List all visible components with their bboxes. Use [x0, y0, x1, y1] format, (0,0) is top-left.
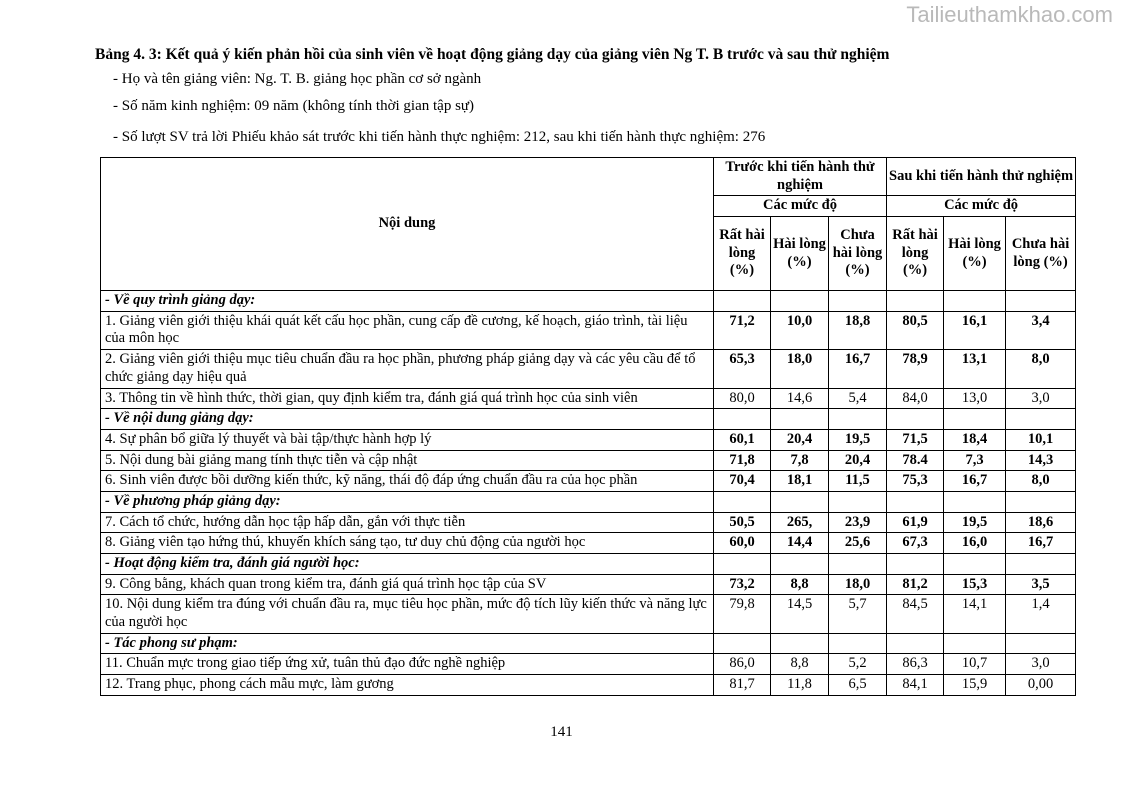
table-row: [101, 574, 1076, 595]
value-cell: 5,2: [829, 654, 887, 675]
value-cell: 11,8: [771, 675, 829, 696]
value-cell: 67,3: [887, 533, 944, 554]
row-label: 2. Giảng viên giới thiệu mục tiêu chuẩn đầu ra học phần, phương pháp giảng dạy và các yêu cầu để tổ chức giảng dạy hiệu quả: [101, 350, 714, 388]
value-cell: 14,5: [771, 595, 829, 633]
header-group-row: [101, 158, 1076, 196]
value-cell: 6,5: [829, 675, 887, 696]
row-label: 12. Trang phục, phong cách mẫu mực, làm gương: [101, 675, 714, 696]
value-cell: [1006, 409, 1076, 430]
value-cell: 18,1: [771, 471, 829, 492]
value-cell: [944, 409, 1006, 430]
row-label: 3. Thông tin về hình thức, thời gian, quy định kiểm tra, đánh giá quá trình học của sinh viên: [101, 388, 714, 409]
value-cell: [944, 554, 1006, 575]
value-cell: 14,3: [1006, 450, 1076, 471]
value-cell: 3,0: [1006, 654, 1076, 675]
value-cell: 81,7: [714, 675, 771, 696]
value-cell: 14,6: [771, 388, 829, 409]
value-cell: 8,0: [1006, 350, 1076, 388]
value-cell: [771, 491, 829, 512]
value-cell: [829, 491, 887, 512]
info-line-teacher: - Họ và tên giảng viên: Ng. T. B. giảng học phần cơ sở ngành: [113, 71, 482, 87]
col-header-before-2: Chưa hài lòng (%): [829, 217, 887, 291]
value-cell: 18,0: [829, 574, 887, 595]
value-cell: [887, 409, 944, 430]
col-header-before-1: Hài lòng (%): [771, 217, 829, 291]
table-row: [101, 388, 1076, 409]
value-cell: 71,5: [887, 429, 944, 450]
value-cell: 84,0: [887, 388, 944, 409]
feedback-table: [100, 157, 1076, 696]
section-row: [101, 554, 1076, 575]
value-cell: 18,6: [1006, 512, 1076, 533]
section-label: - Hoạt động kiểm tra, đánh giá người học:: [101, 554, 714, 575]
table-row: [101, 533, 1076, 554]
value-cell: 0,00: [1006, 675, 1076, 696]
table-row: [101, 595, 1076, 633]
value-cell: 13,0: [944, 388, 1006, 409]
value-cell: 13,1: [944, 350, 1006, 388]
value-cell: [714, 291, 771, 312]
value-cell: 8,8: [771, 574, 829, 595]
section-label: - Về phương pháp giảng dạy:: [101, 491, 714, 512]
value-cell: 14,4: [771, 533, 829, 554]
value-cell: 73,2: [714, 574, 771, 595]
value-cell: 16,1: [944, 311, 1006, 349]
value-cell: 84,1: [887, 675, 944, 696]
value-cell: 15,9: [944, 675, 1006, 696]
value-cell: [829, 633, 887, 654]
value-cell: 50,5: [714, 512, 771, 533]
value-cell: 20,4: [771, 429, 829, 450]
row-label: 4. Sự phân bổ giữa lý thuyết và bài tập/thực hành hợp lý: [101, 429, 714, 450]
value-cell: 80,0: [714, 388, 771, 409]
value-cell: [944, 491, 1006, 512]
levels-label-before: Các mức độ: [714, 196, 887, 217]
value-cell: [714, 633, 771, 654]
row-label: 11. Chuẩn mực trong giao tiếp ứng xử, tuân thủ đạo đức nghề nghiệp: [101, 654, 714, 675]
row-label: 8. Giảng viên tạo hứng thú, khuyến khích sáng tạo, tư duy chủ động của người học: [101, 533, 714, 554]
section-row: [101, 633, 1076, 654]
value-cell: 71,2: [714, 311, 771, 349]
col-header-before-0: Rất hài lòng (%): [714, 217, 771, 291]
value-cell: 60,1: [714, 429, 771, 450]
page-number: 141: [550, 724, 573, 740]
value-cell: [771, 633, 829, 654]
value-cell: 81,2: [887, 574, 944, 595]
section-row: [101, 409, 1076, 430]
table-row: [101, 512, 1076, 533]
value-cell: [829, 554, 887, 575]
info-block: [113, 71, 1073, 156]
row-label: 7. Cách tổ chức, hướng dẫn học tập hấp dẫn, gắn với thực tiễn: [101, 512, 714, 533]
section-label: - Về quy trình giảng dạy:: [101, 291, 714, 312]
value-cell: 1,4: [1006, 595, 1076, 633]
value-cell: [1006, 291, 1076, 312]
value-cell: 10,7: [944, 654, 1006, 675]
value-cell: [771, 409, 829, 430]
value-cell: [1006, 554, 1076, 575]
value-cell: 20,4: [829, 450, 887, 471]
table-row: [101, 429, 1076, 450]
section-row: [101, 491, 1076, 512]
value-cell: [714, 409, 771, 430]
col-group-after: Sau khi tiến hành thử nghiệm: [887, 158, 1076, 196]
value-cell: [887, 633, 944, 654]
value-cell: [829, 291, 887, 312]
row-label: 6. Sinh viên được bồi dưỡng kiến thức, kỹ năng, thái độ đáp ứng chuẩn đầu ra của học phần: [101, 471, 714, 492]
value-cell: 65,3: [714, 350, 771, 388]
col-header-after-0: Rất hài lòng (%): [887, 217, 944, 291]
value-cell: [771, 554, 829, 575]
value-cell: 80,5: [887, 311, 944, 349]
value-cell: 8,0: [1006, 471, 1076, 492]
value-cell: 19,5: [944, 512, 1006, 533]
value-cell: 23,9: [829, 512, 887, 533]
table-row: [101, 471, 1076, 492]
row-label: 9. Công bằng, khách quan trong kiểm tra, đánh giá quá trình học tập của SV: [101, 574, 714, 595]
table-caption: Bảng 4. 3: Kết quả ý kiến phản hồi của sinh viên về hoạt động giảng dạy của giảng viên Ng T. B trước và sau thử nghiệm: [95, 46, 890, 63]
row-label: 5. Nội dung bài giảng mang tính thực tiễn và cập nhật: [101, 450, 714, 471]
value-cell: 16,7: [944, 471, 1006, 492]
value-cell: [714, 491, 771, 512]
table-row: [101, 350, 1076, 388]
value-cell: 10,0: [771, 311, 829, 349]
value-cell: 16,7: [829, 350, 887, 388]
value-cell: 70,4: [714, 471, 771, 492]
value-cell: [1006, 491, 1076, 512]
value-cell: [944, 633, 1006, 654]
table-row: [101, 654, 1076, 675]
col-group-before: Trước khi tiến hành thử nghiệm: [714, 158, 887, 196]
value-cell: 10,1: [1006, 429, 1076, 450]
info-line-survey-counts: - Số lượt SV trả lời Phiếu khảo sát trước khi tiến hành thực nghiệm: 212, sau khi tiến hành thực nghiệm: 276: [113, 129, 766, 145]
col-header-after-2: Chưa hài lòng (%): [1006, 217, 1076, 291]
value-cell: 16,7: [1006, 533, 1076, 554]
value-cell: 8,8: [771, 654, 829, 675]
value-cell: 84,5: [887, 595, 944, 633]
value-cell: 78,9: [887, 350, 944, 388]
value-cell: 78.4: [887, 450, 944, 471]
value-cell: 16,0: [944, 533, 1006, 554]
value-cell: 3,4: [1006, 311, 1076, 349]
table-row: [101, 675, 1076, 696]
value-cell: 7,3: [944, 450, 1006, 471]
value-cell: 15,3: [944, 574, 1006, 595]
value-cell: 11,5: [829, 471, 887, 492]
table-row: [101, 450, 1076, 471]
value-cell: 61,9: [887, 512, 944, 533]
value-cell: 86,3: [887, 654, 944, 675]
value-cell: [887, 291, 944, 312]
col-header-after-1: Hài lòng (%): [944, 217, 1006, 291]
value-cell: 79,8: [714, 595, 771, 633]
row-label: 1. Giảng viên giới thiệu khái quát kết cấu học phần, cung cấp đề cương, kế hoạch, giáo trình, tài liệu của môn học: [101, 311, 714, 349]
value-cell: 5,7: [829, 595, 887, 633]
value-cell: [1006, 633, 1076, 654]
value-cell: 265,: [771, 512, 829, 533]
value-cell: [887, 554, 944, 575]
watermark-text: Tailieuthamkhao.com: [906, 2, 1113, 27]
value-cell: 60,0: [714, 533, 771, 554]
table-row: [101, 311, 1076, 349]
section-label: - Về nội dung giảng dạy:: [101, 409, 714, 430]
value-cell: [829, 409, 887, 430]
col-header-noi-dung: Nội dung: [101, 158, 714, 291]
value-cell: [714, 554, 771, 575]
value-cell: [944, 291, 1006, 312]
value-cell: 25,6: [829, 533, 887, 554]
value-cell: 3,0: [1006, 388, 1076, 409]
value-cell: 18,4: [944, 429, 1006, 450]
value-cell: 19,5: [829, 429, 887, 450]
value-cell: [887, 491, 944, 512]
row-label: 10. Nội dung kiểm tra đúng với chuẩn đầu ra, mục tiêu học phần, mức độ tích lũy kiến thức và năng lực của người học: [101, 595, 714, 633]
value-cell: 71,8: [714, 450, 771, 471]
value-cell: 75,3: [887, 471, 944, 492]
value-cell: 3,5: [1006, 574, 1076, 595]
value-cell: 18,0: [771, 350, 829, 388]
value-cell: 14,1: [944, 595, 1006, 633]
value-cell: 86,0: [714, 654, 771, 675]
value-cell: 18,8: [829, 311, 887, 349]
section-row: [101, 291, 1076, 312]
value-cell: 5,4: [829, 388, 887, 409]
section-label: - Tác phong sư phạm:: [101, 633, 714, 654]
value-cell: 7,8: [771, 450, 829, 471]
info-line-experience: - Số năm kinh nghiệm: 09 năm (không tính thời gian tập sự): [113, 98, 475, 114]
levels-label-after: Các mức độ: [887, 196, 1076, 217]
feedback-table-container: [100, 157, 1076, 696]
value-cell: [771, 291, 829, 312]
